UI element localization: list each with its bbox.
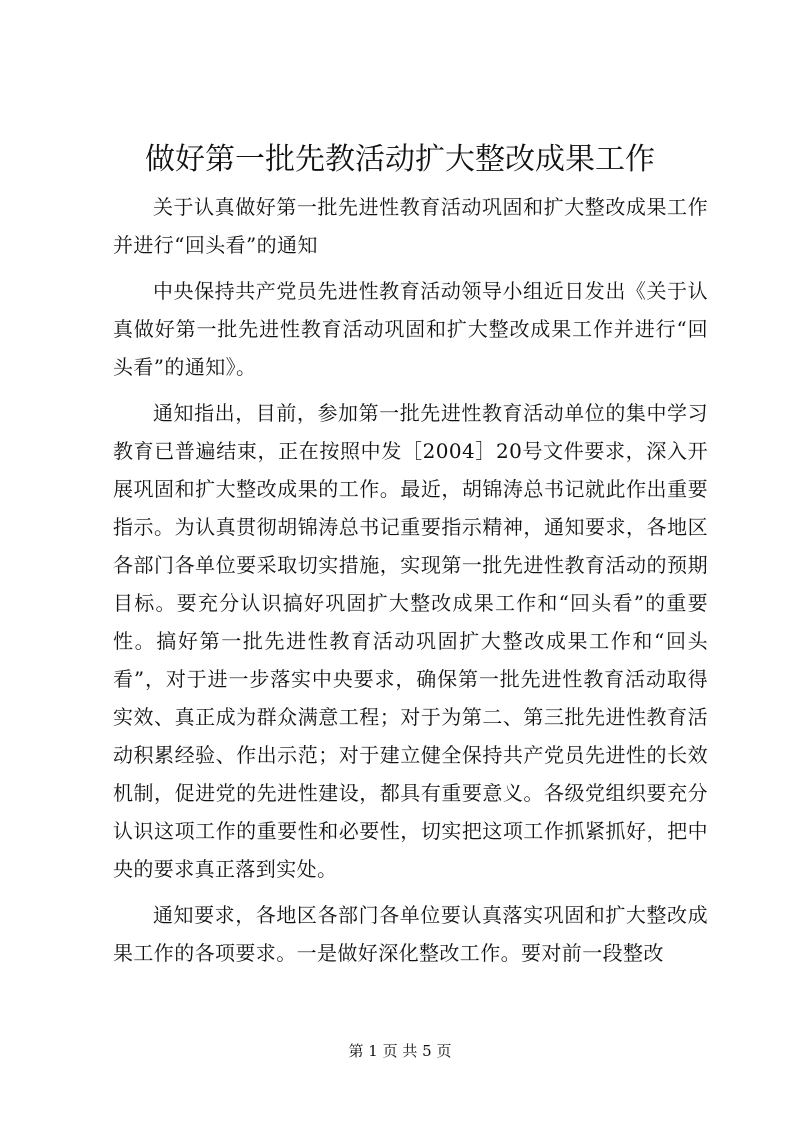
paragraph-notice-points: 通知指出，目前，参加第一批先进性教育活动单位的集中学习教育已普遍结束，正在按照中发［2004］20号文件要求，深入开展巩固和扩大整改成果的工作。最近，胡锦涛总书记就此作出重要指示。为认真贯彻胡锦涛总书记重要指示精神，通知要求，各地区各部门各单位要采取切实措施，实现第一批先进性教育活动的预期目标。要充分认识搞好巩固扩大整改成果工作和“回头看”的重要性。搞好第一批先进性教育活动巩固扩大整改成果工作和“回头看”，对于进一步落实中央要求，确保第一批先进性教育活动取得实效、真正成为群众满意工程；对于为第二、第三批先进性教育活动积累经验、作出示范；对于建立健全保持共产党员先进性的长效机制，促进党的先进性建设，都具有重要意义。各级党组织要充分认识这项工作的重要性和必要性，切实把这项工作抓紧抓好，把中央的要求真正落到实处。: [113, 401, 708, 881]
page-footer: 第 1 页 共 5 页: [348, 1042, 452, 1060]
paragraph-intro: 中央保持共产党员先进性教育活动领导小组近日发出《关于认真做好第一批先进性教育活动巩固和扩大整改成果工作并进行“回头看”的通知》。: [113, 279, 708, 379]
document-title: 做好第一批先教活动扩大整改成果工作: [145, 142, 655, 177]
document-body: [113, 188, 708, 980]
paragraph-notice-heading: 关于认真做好第一批先进性教育活动巩固和扩大整改成果工作并进行“回头看”的通知: [113, 195, 708, 257]
paragraph-requirements: 通知要求，各地区各部门各单位要认真落实巩固和扩大整改成果工作的各项要求。一是做好深化整改工作。要对前一段整改: [113, 903, 708, 965]
